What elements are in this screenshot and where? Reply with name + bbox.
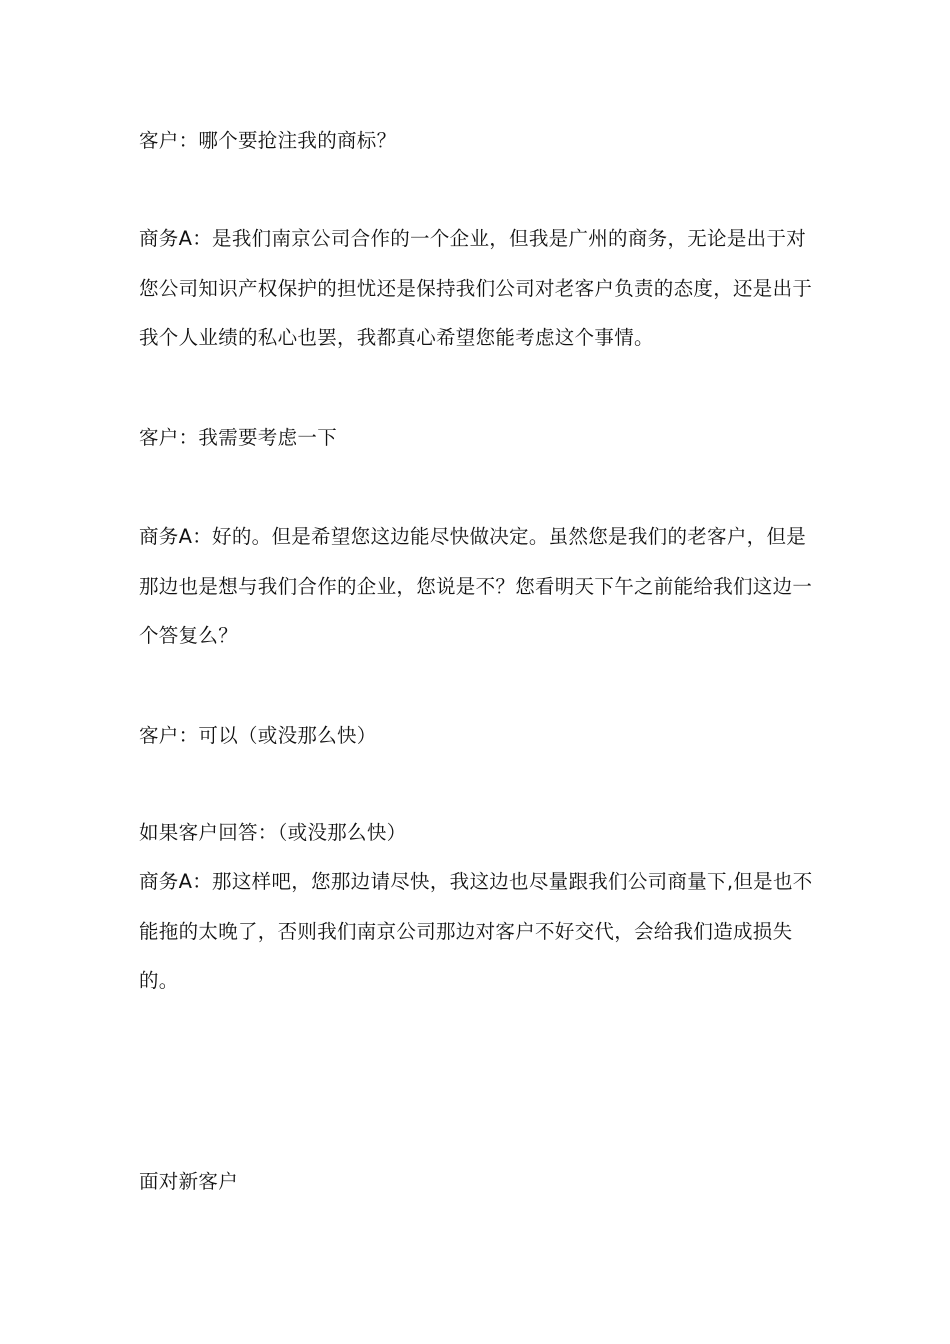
dialogue-customer-answer: 客户：可以（或没那么快）: [139, 724, 377, 747]
section-heading-new-customer: 面对新客户: [139, 1170, 239, 1193]
dialogue-sales-urge: 商务A：好的。但是希望您这边能尽快做决定。虽然您是我们的老客户，但是那边也是想与我们合作的企业，您说是不？您看明天下午之前能给我们这边一个答复么？: [139, 525, 813, 647]
conditional-heading: 如果客户回答：（或没那么快）: [139, 821, 407, 844]
dialogue-customer-question: 客户：哪个要抢注我的商标？: [139, 129, 397, 152]
dialogue-sales-explanation: 商务A：是我们南京公司合作的一个企业，但我是广州的商务，无论是出于对您公司知识产权保护的担忧还是保持我们公司对老客户负责的态度，还是出于我个人业绩的私心也罢，我都真心希望您能考虑这个事情。: [139, 227, 813, 349]
dialogue-customer-consider: 客户：我需要考虑一下: [139, 426, 338, 449]
dialogue-sales-reply: 商务A：那这样吧，您那边请尽快，我这边也尽量跟我们公司商量下,但是也不能拖的太晚了，否则我们南京公司那边对客户不好交代，会给我们造成损失的。: [139, 870, 813, 992]
